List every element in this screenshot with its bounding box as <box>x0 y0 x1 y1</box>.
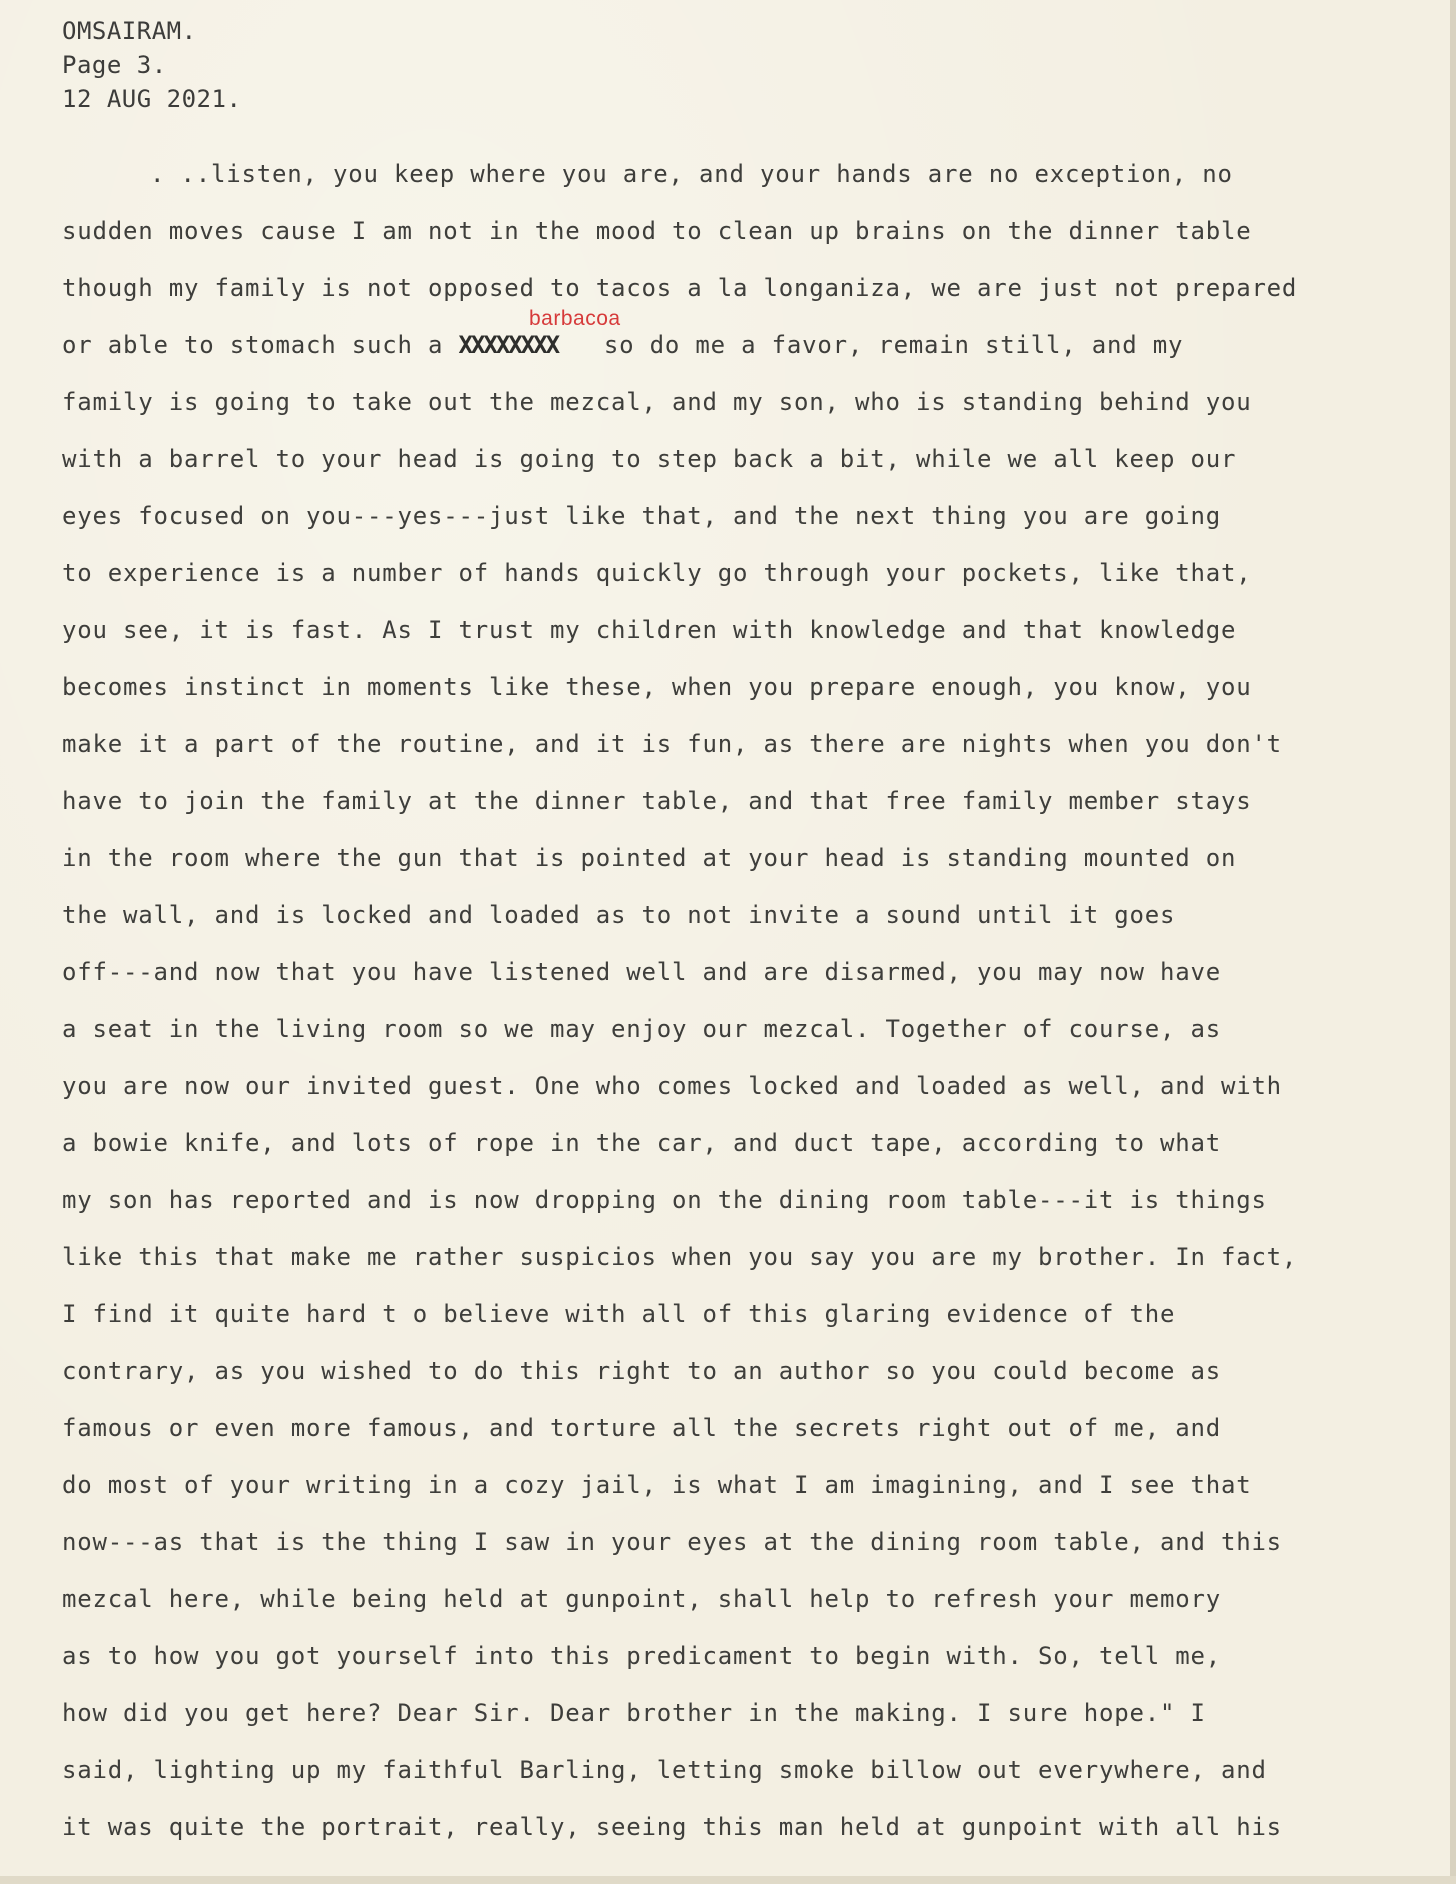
text-line-3: though my family is not opposed to tacos a la longaniza, we are just not prepared <box>62 274 1298 302</box>
text-line-13: in the room where the gun that is pointed at your head is standing mounted on <box>62 844 1237 872</box>
text-line-8: to experience is a number of hands quickly go through your pockets, like that, <box>62 559 1252 587</box>
text-line-24: do most of your writing in a cozy jail, is what I am imagining, and I see that <box>62 1471 1252 1499</box>
text-line-12: have to join the family at the dinner table, and that free family member stays <box>62 787 1252 815</box>
paper-edge-bottom <box>0 1876 1456 1884</box>
text-line-5: family is going to take out the mezcal, and my son, who is standing behind you <box>62 388 1252 416</box>
text-line-22: contrary, as you wished to do this right to an author so you could become as <box>62 1357 1221 1385</box>
text-line-6: with a barrel to your head is going to step back a bit, while we all keep our <box>62 445 1237 473</box>
text-line-19: my son has reported and is now dropping on the dining room table---it is things <box>62 1186 1267 1214</box>
text-line-4-end: so do me a favor, remain still, and my <box>603 331 1184 359</box>
page-body <box>62 154 1452 1864</box>
text-line-4-start: or able to stomach such a <box>62 331 444 359</box>
text-line-30: it was quite the portrait, really, seeing this man held at gunpoint with all his <box>62 1813 1282 1841</box>
text-line-17: you are now our invited guest. One who comes locked and loaded as well, and with <box>62 1072 1282 1100</box>
text-line-14: the wall, and is locked and loaded as to not invite a sound until it goes <box>62 901 1176 929</box>
text-line-20: like this that make me rather suspicios when you say you are my brother. In fact, <box>62 1243 1298 1271</box>
header-title: OMSAIRAM. <box>62 17 197 45</box>
struck-out-word: XXXXXXXX <box>458 331 559 359</box>
text-line-18: a bowie knife, and lots of rope in the car, and duct tape, according to what <box>62 1129 1221 1157</box>
page-header <box>62 14 241 116</box>
text-line-4 <box>62 307 1452 382</box>
text-line-23: famous or even more famous, and torture all the secrets right out of me, and <box>62 1414 1221 1442</box>
text-line-26: mezcal here, while being held at gunpoint, shall help to refresh your memory <box>62 1585 1221 1613</box>
text-line-21: I find it quite hard t o believe with all of this glaring evidence of the <box>62 1300 1176 1328</box>
text-line-10: becomes instinct in moments like these, when you prepare enough, you know, you <box>62 673 1252 701</box>
text-line-1 <box>62 154 1452 211</box>
text-line-9: you see, it is fast. As I trust my children with knowledge and that knowledge <box>62 616 1237 644</box>
text-line-16: a seat in the living room so we may enjoy our mezcal. Together of course, as <box>62 1015 1221 1043</box>
text-line-11: make it a part of the routine, and it is fun, as there are nights when you don't <box>62 730 1282 758</box>
paper-edge-right <box>1450 0 1456 1884</box>
text-line-7: eyes focused on you---yes---just like that, and the next thing you are going <box>62 502 1221 530</box>
header-page-number: Page 3. <box>62 51 167 79</box>
text-line-29: said, lighting up my faithful Barling, letting smoke billow out everywhere, and <box>62 1756 1267 1784</box>
header-date: 12 AUG 2021. <box>62 85 242 113</box>
text-line-28: how did you get here? Dear Sir. Dear brother in the making. I sure hope." I <box>62 1699 1206 1727</box>
text-line-1-content: . ..listen, you keep where you are, and your hands are no exception, no <box>150 160 1233 188</box>
text-line-2: sudden moves cause I am not in the mood to clean up brains on the dinner table <box>62 217 1252 245</box>
text-line-25: now---as that is the thing I saw in your eyes at the dining room table, and this <box>62 1528 1282 1556</box>
handwritten-insertion: barbacoa <box>529 307 621 330</box>
text-line-27: as to how you got yourself into this predicament to begin with. So, tell me, <box>62 1642 1221 1670</box>
text-line-15: off---and now that you have listened well and are disarmed, you may now have <box>62 958 1221 986</box>
